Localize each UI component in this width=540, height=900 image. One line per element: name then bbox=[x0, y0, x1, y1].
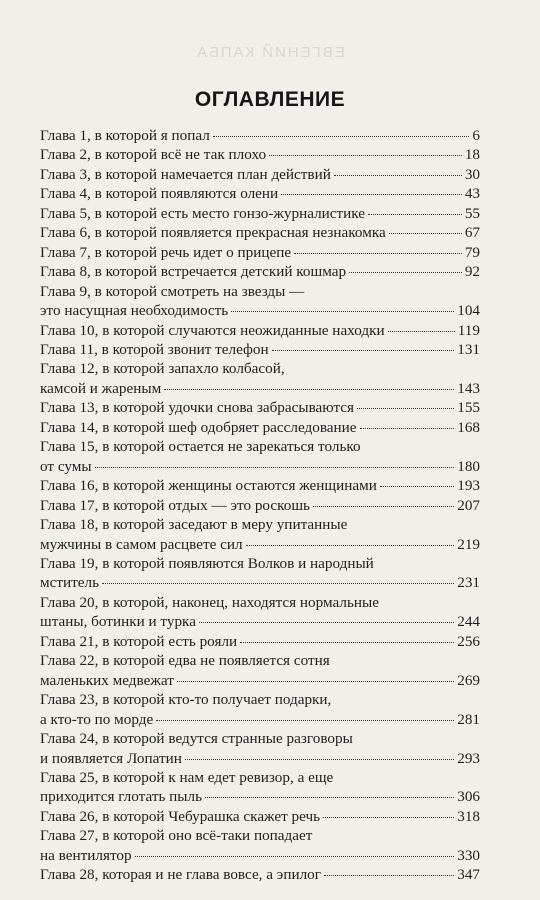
dot-leader bbox=[281, 194, 462, 195]
toc-line bbox=[40, 321, 480, 340]
toc-line bbox=[40, 359, 480, 378]
dot-leader bbox=[323, 817, 454, 818]
toc-page-number: 92 bbox=[464, 263, 480, 281]
toc-entry-text: Глава 5, в которой есть место гонзо-журналистике bbox=[40, 204, 366, 222]
toc-line bbox=[40, 515, 480, 534]
toc-page-number: 193 bbox=[457, 477, 480, 495]
toc-line bbox=[40, 301, 480, 320]
toc-line bbox=[40, 340, 480, 359]
dot-leader bbox=[102, 583, 454, 584]
toc-page-number: 131 bbox=[457, 340, 480, 358]
toc-page-number: 168 bbox=[457, 418, 480, 436]
dot-leader bbox=[368, 214, 462, 215]
toc-line bbox=[40, 223, 480, 242]
dot-leader bbox=[164, 389, 454, 390]
toc-line bbox=[40, 496, 480, 515]
toc-line bbox=[40, 282, 480, 301]
toc-line bbox=[40, 418, 480, 437]
toc-entry-text: Глава 21, в которой есть рояли bbox=[40, 632, 238, 650]
toc-page-number: 269 bbox=[457, 671, 480, 689]
toc-line bbox=[40, 145, 480, 164]
toc-page-number: 6 bbox=[472, 127, 480, 144]
toc-entry-text: Глава 20, в которой, наконец, находятся нормальные bbox=[40, 593, 379, 611]
dot-leader bbox=[246, 545, 455, 546]
toc-line bbox=[40, 476, 480, 495]
toc-entry-text: Глава 13, в которой удочки снова забрасываются bbox=[40, 399, 354, 417]
toc-line bbox=[40, 554, 480, 573]
toc-entry-text: от сумы bbox=[40, 457, 92, 475]
toc-page-number: 30 bbox=[464, 165, 480, 183]
toc-entry-text: мститель bbox=[40, 574, 99, 592]
toc-page-number: 347 bbox=[457, 866, 480, 884]
toc-line bbox=[40, 437, 480, 456]
toc-entry-text: Глава 9, в которой смотреть на звезды — bbox=[40, 282, 305, 300]
toc-page-number: 219 bbox=[457, 535, 480, 553]
dot-leader bbox=[388, 331, 455, 332]
toc-line bbox=[40, 690, 480, 709]
toc-page-number: 293 bbox=[457, 749, 480, 767]
toc-entry-text: Глава 4, в которой появляются олени bbox=[40, 185, 279, 203]
toc-entry-text: штаны, ботинки и турка bbox=[40, 613, 196, 631]
toc-line bbox=[40, 729, 480, 748]
toc-entry-text: Глава 22, в которой едва не появляется сотня bbox=[40, 652, 330, 670]
dot-leader bbox=[185, 759, 454, 760]
toc-entry-text: камсой и жареным bbox=[40, 379, 162, 397]
toc-entry-text: маленьких медвежат bbox=[40, 671, 174, 689]
dot-leader bbox=[349, 272, 462, 273]
toc-page-number: 318 bbox=[457, 807, 480, 825]
toc-page-number: 180 bbox=[457, 457, 480, 475]
toc-page-number: 119 bbox=[457, 321, 480, 339]
dot-leader bbox=[389, 233, 462, 234]
toc-line bbox=[40, 573, 480, 592]
toc-page-number: 330 bbox=[457, 846, 480, 864]
toc-entry-text: и появляется Лопатин bbox=[40, 749, 182, 767]
toc-line bbox=[40, 612, 480, 631]
toc-line bbox=[40, 165, 480, 184]
toc-page-number: 143 bbox=[457, 379, 480, 397]
toc-entry-text: Глава 2, в которой всё не так плохо bbox=[40, 146, 267, 164]
toc-line bbox=[40, 710, 480, 729]
toc-entry-text: Глава 3, в которой намечается план действий bbox=[40, 165, 331, 183]
toc-page-number: 281 bbox=[457, 710, 480, 728]
toc-title: ОГЛАВЛЕНИЕ bbox=[194, 88, 346, 111]
dot-leader bbox=[272, 350, 455, 351]
toc-entry-text: Глава 26, в которой Чебурашка скажет речь bbox=[40, 807, 321, 825]
toc-entry-text: Глава 25, в которой к нам едет ревизор, а еще bbox=[40, 768, 334, 786]
toc-entry-text: Глава 28, которая и не глава вовсе, а эпилог bbox=[40, 866, 321, 884]
toc-page-number: 43 bbox=[464, 185, 480, 203]
toc-entry-text: Глава 19, в которой появляются Волков и народный bbox=[40, 554, 374, 572]
toc-line bbox=[40, 398, 480, 417]
toc-entry-text: Глава 14, в которой шеф одобряет расследование bbox=[40, 418, 357, 436]
dot-leader bbox=[269, 155, 462, 156]
dot-leader bbox=[313, 506, 454, 507]
toc-line bbox=[40, 593, 480, 612]
toc-line bbox=[40, 749, 480, 768]
toc-page-number: 231 bbox=[457, 574, 480, 592]
toc-entry-text: Глава 11, в которой звонит телефон bbox=[40, 340, 269, 358]
table-of-contents bbox=[40, 126, 480, 885]
toc-entry-text: Глава 16, в которой женщины остаются женщинами bbox=[40, 477, 377, 495]
toc-line bbox=[40, 846, 480, 865]
toc-entry-text: а кто-то по морде bbox=[40, 710, 154, 728]
toc-page-number: 306 bbox=[457, 788, 480, 806]
toc-page-number: 155 bbox=[457, 399, 480, 417]
toc-page-number: 256 bbox=[457, 632, 480, 650]
toc-entry-text: Глава 17, в которой отдых — это роскошь bbox=[40, 496, 310, 514]
dot-leader bbox=[240, 642, 454, 643]
dot-leader bbox=[360, 428, 455, 429]
dot-leader bbox=[324, 875, 454, 876]
toc-line bbox=[40, 184, 480, 203]
toc-line bbox=[40, 787, 480, 806]
toc-entry-text: Глава 12, в которой запахло колбасой, bbox=[40, 360, 285, 378]
dot-leader bbox=[294, 253, 462, 254]
toc-page-number: 104 bbox=[457, 302, 480, 320]
dot-leader bbox=[135, 856, 455, 857]
dot-leader bbox=[177, 681, 454, 682]
dot-leader bbox=[334, 175, 462, 176]
dot-leader bbox=[380, 486, 454, 487]
show-through-text: ЕВГЕНИЙ КАПБА bbox=[195, 44, 345, 61]
toc-page-number: 67 bbox=[464, 224, 480, 242]
toc-line bbox=[40, 632, 480, 651]
toc-entry-text: мужчины в самом расцвете сил bbox=[40, 535, 243, 553]
toc-entry-text: Глава 18, в которой заседают в меру упитанные bbox=[40, 516, 348, 534]
toc-page-number: 18 bbox=[464, 146, 480, 164]
dot-leader bbox=[231, 311, 454, 312]
toc-line bbox=[40, 126, 480, 145]
toc-entry-text: Глава 10, в которой случаются неожиданные находки bbox=[40, 321, 385, 339]
toc-line bbox=[40, 768, 480, 787]
dot-leader bbox=[213, 136, 470, 137]
dot-leader bbox=[205, 797, 454, 798]
toc-line bbox=[40, 826, 480, 845]
toc-page-number: 55 bbox=[464, 204, 480, 222]
toc-entry-text: приходится глотать пыль bbox=[40, 788, 203, 806]
toc-entry-text: Глава 24, в которой ведутся странные разговоры bbox=[40, 730, 353, 748]
toc-line bbox=[40, 651, 480, 670]
toc-line bbox=[40, 204, 480, 223]
toc-entry-text: Глава 8, в которой встречается детский кошмар bbox=[40, 263, 347, 281]
toc-page-number: 207 bbox=[457, 496, 480, 514]
toc-line bbox=[40, 457, 480, 476]
toc-page-number: 79 bbox=[464, 243, 480, 261]
toc-line bbox=[40, 379, 480, 398]
toc-line bbox=[40, 671, 480, 690]
dot-leader bbox=[156, 720, 454, 721]
toc-entry-text: Глава 6, в которой появляется прекрасная незнакомка bbox=[40, 224, 386, 242]
toc-entry-text: Глава 15, в которой остается не зарекаться только bbox=[40, 438, 361, 456]
toc-page-number: 244 bbox=[457, 613, 480, 631]
toc-line bbox=[40, 535, 480, 554]
toc-entry-text: на вентилятор bbox=[40, 846, 132, 864]
dot-leader bbox=[199, 622, 454, 623]
toc-entry-text: это насущная необходимость bbox=[40, 302, 229, 320]
toc-entry-text: Глава 1, в которой я попал bbox=[40, 127, 210, 144]
toc-entry-text: Глава 23, в которой кто-то получает подарки, bbox=[40, 691, 332, 709]
dot-leader bbox=[357, 408, 454, 409]
toc-entry-text: Глава 7, в которой речь идет о прицепе bbox=[40, 243, 292, 261]
dot-leader bbox=[95, 467, 455, 468]
toc-line bbox=[40, 807, 480, 826]
toc-line bbox=[40, 243, 480, 262]
toc-line bbox=[40, 865, 480, 884]
toc-entry-text: Глава 27, в которой оно всё-таки попадает bbox=[40, 827, 313, 845]
toc-line bbox=[40, 262, 480, 281]
